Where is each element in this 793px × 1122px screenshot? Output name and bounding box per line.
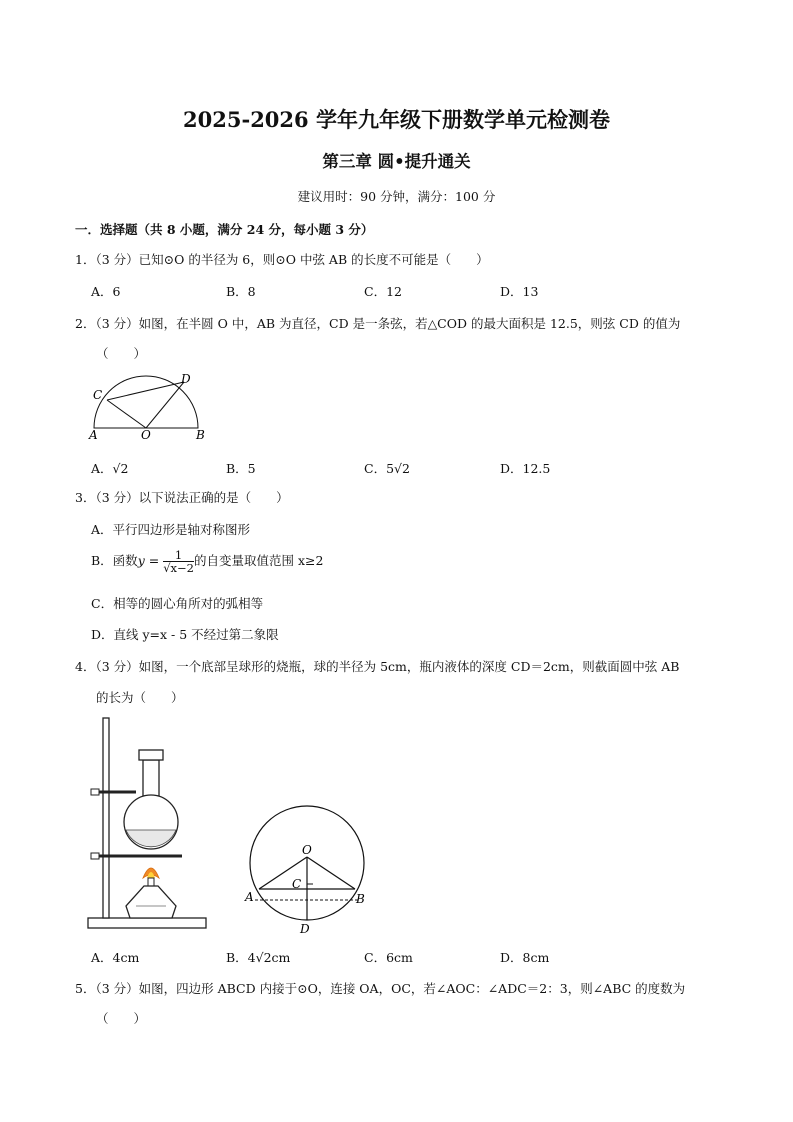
label-o: O [302,843,312,857]
page-title: 2025-2026 学年九年级下册数学单元检测卷 [183,107,610,132]
q3-option-c: C．相等的圆心角所对的弧相等 [91,596,264,611]
section-heading: 一．选择题（共 8 小题，满分 24 分，每小题 3 分） [75,222,374,237]
segment-od [146,382,184,428]
chapter-subtitle: 第三章 圆•提升通关 [322,152,471,171]
question-4-stem-cont: 的长为（ ） [96,690,184,705]
flask-liquid [126,830,176,847]
question-4-stem: 4．（3 分）如图，一个底部呈球形的烧瓶，球的半径为 5cm，瓶内液体的深度 CD＝2cm，则截面圆中弦 AB [75,659,680,674]
question-5-stem-cont: （ ） [96,1011,147,1026]
time-info: 建议用时：90 分钟，满分：100 分 [297,189,496,204]
label-c: C [93,388,103,402]
q4-flask-illustration [86,712,212,934]
q2-option-a: A．√2 [91,461,129,476]
q1-option-c: C．12 [364,284,402,299]
q3-option-b [91,549,323,574]
q4-option-d: D．8cm [500,950,550,965]
fraction-numerator: 1 [163,549,194,562]
upper-clamp-screw [91,789,99,795]
q3-option-b-prefix: B．函数 [91,553,138,569]
question-2-stem-cont: （ ） [96,346,147,361]
q3-option-d: D．直线 y=x - 5 不经过第二象限 [91,627,279,642]
label-b: B [196,428,205,442]
q2-semicircle-figure [86,370,216,442]
lamp-wick [148,878,154,886]
q2-option-b: B．5 [226,461,256,476]
segment-oc [107,400,146,428]
q1-option-a: A．6 [91,284,121,299]
fraction-denominator: √x−2 [163,561,194,576]
q4-option-a: A．4cm [91,950,140,965]
label-c: C [292,877,302,891]
flask-stopper [139,750,163,760]
stand-base [88,918,206,928]
stand-rod [103,718,109,918]
ring-clamp-screw [91,853,99,859]
label-o: O [141,428,151,442]
q4-circle-figure [240,796,374,936]
question-2-stem: 2．（3 分）如图，在半圆 O 中，AB 为直径，CD 是一条弦，若△COD 的最大面积是 12.5，则弦 CD 的值为 [75,316,681,331]
segment-ob [307,857,355,889]
flask-neck [143,760,159,796]
q3-option-b-y: y = [137,553,160,569]
q3-option-a: A．平行四边形是轴对称图形 [91,522,251,537]
label-d: D [181,372,191,386]
q2-option-d: D．12.5 [500,461,551,476]
q3-option-b-fraction [163,549,194,574]
alcohol-lamp [126,886,176,918]
q1-option-d: D．13 [500,284,539,299]
question-3-stem: 3．（3 分）以下说法正确的是（ ） [75,490,289,505]
chord-cd [107,382,184,400]
q4-option-b: B．4√2cm [226,950,291,965]
q2-option-c: C．5√2 [364,461,410,476]
q1-option-b: B．8 [226,284,256,299]
label-b: B [356,892,365,906]
q4-option-c: C．6cm [364,950,413,965]
label-a: A [245,890,254,904]
question-5-stem: 5．（3 分）如图，四边形 ABCD 内接于⊙O，连接 OA，OC，若∠AOC：∠ADC＝2：3，则∠ABC 的度数为 [75,981,686,996]
q3-option-b-suffix: 的自变量取值范围 x≥2 [193,553,324,569]
label-d: D [300,922,310,936]
question-1-stem: 1．（3 分）已知⊙O 的半径为 6，则⊙O 中弦 AB 的长度不可能是（ ） [75,252,489,267]
label-a: A [89,428,98,442]
